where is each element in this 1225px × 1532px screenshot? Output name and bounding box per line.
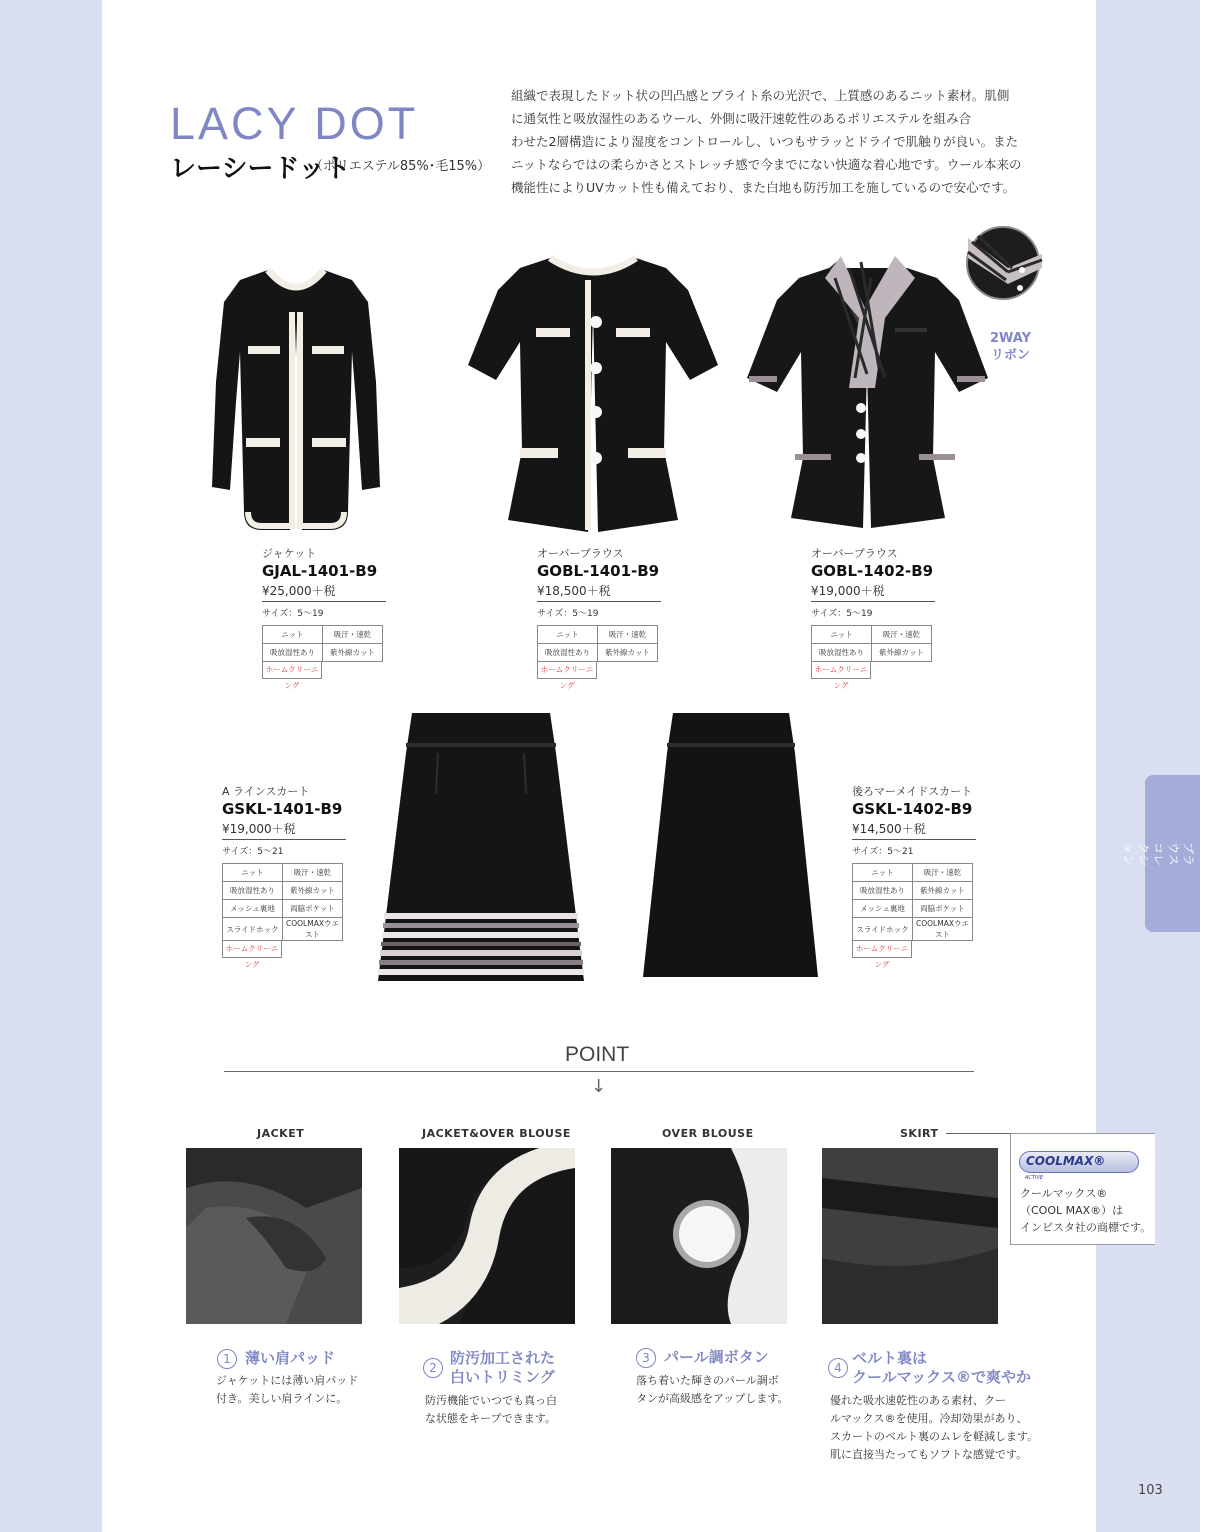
point-heading-3: パール調ボタン [664,1348,769,1366]
point-body-1: ジャケットには薄い肩パッド 付き。美しい肩ラインに。 [216,1374,359,1405]
feature-table [852,863,973,941]
coolmax-logo-sub: ACTIVE [1025,1175,1044,1181]
product-gskl-1402 [852,783,976,971]
point-label-jacket-blouse: JACKET&OVER BLOUSE [422,1127,571,1140]
feature-cell: ニット [263,626,323,644]
feature-cell: 吸放湿性あり [538,644,598,662]
product-size: サイズ：5～21 [852,847,914,857]
product-category: オーバーブラウス [811,547,898,560]
skirt-label-line [946,1133,1010,1134]
feature-cell: 吸放湿性あり [812,644,872,662]
left-margin-strip [0,0,102,1532]
product-category: 後ろマーメイドスカート [852,785,973,798]
feature-cell: ニット [812,626,872,644]
product-size: サイズ：5～21 [222,847,284,857]
coolmax-logo [1019,1151,1139,1173]
coolmax-logo-text: COOLMAX® [1026,1154,1106,1168]
feature-cell: メッシュ裏地 [853,900,913,918]
feature-cell: 吸汗・速乾 [598,626,658,644]
feature-cell: 吸放湿性あり [853,882,913,900]
point-body-3: 落ち着いた輝きのパール調ボ タンが高級感をアップします。 [636,1374,789,1405]
feature-cell: 紫外線カット [283,882,343,900]
overblouse-1402-image [745,248,990,533]
ribbon-detail-image [966,226,1040,300]
point-label-blouse: OVER BLOUSE [662,1127,754,1140]
care-label: ホームクリーニング [811,662,871,679]
fabric-description: 組織で表現したドット状の凹凸感とブライト糸の光沢で、上質感のあるニット素材。肌側 に通気性と吸放湿性のあるウール、外側に吸汗速乾性のあるポリエステルを組み合 わせた2層構造により湿度をコントロールし、いつもサラッとドライで肌触りが良い。また ニットならではの柔らかさとストレッチ感で今までにない快適な着心地です。ウール本来の 機能性によりUVカット性も備えており、また白地も防汚加工を施しているので安心です。 [511,88,1022,195]
feature-cell: 吸汗・速乾 [283,864,343,882]
product-code: GSKL-1402-B9 [852,800,973,818]
care-label: ホームクリーニング [262,662,322,679]
feature-cell: 紫外線カット [598,644,658,662]
point-divider [224,1071,974,1072]
product-category: ジャケット [262,547,317,560]
feature-cell: 吸放湿性あり [223,882,283,900]
section-tab-label: オーバーブラウス コレクション [1121,841,1225,866]
product-code: GOBL-1401-B9 [537,562,660,580]
product-gjal-1401 [262,545,386,692]
product-size: サイズ：5～19 [537,609,599,619]
feature-cell: 吸汗・速乾 [913,864,973,882]
product-price: ¥14,500＋税 [852,820,976,840]
pearl-button-detail-image [611,1148,787,1324]
product-gobl-1401 [537,545,661,692]
point-body-2: 防汚機能でいつでも真っ白 な状態をキープできます。 [425,1394,557,1425]
material-composition: （ポリエステル85%･毛15%） [310,159,491,174]
feature-cell: ニット [223,864,283,882]
feature-cell: 吸汗・速乾 [323,626,383,644]
point-heading-2: 防汚加工された 白いトリミング [450,1349,556,1386]
care-label: ホームクリーニング [537,662,597,679]
feature-table [811,625,932,662]
product-gskl-1401 [222,783,346,971]
point-heading-1: 薄い肩パッド [245,1349,336,1367]
feature-cell: ニット [538,626,598,644]
feature-table [262,625,383,662]
product-code: GSKL-1401-B9 [222,800,343,818]
care-label: ホームクリーニング [852,941,912,958]
product-price: ¥18,500＋税 [537,582,661,602]
care-label: ホームクリーニング [222,941,282,958]
point-body-4: 優れた吸水速乾性のある素材、クー ルマックス®を使用。冷却効果があり、 スカートのベルト裏のムレを軽減します。 肌に直接当たってもソフトな感覚です。 [830,1394,1039,1461]
shoulder-pad-detail-image [186,1148,362,1324]
point-number-3: 3 [636,1348,656,1368]
skirt-belt-detail-image [822,1148,998,1324]
coolmax-info-box [1010,1133,1155,1245]
point-label-skirt: SKIRT [900,1127,939,1140]
product-size: サイズ：5～19 [811,609,873,619]
section-tab[interactable] [1121,775,1225,932]
white-trim-detail-image [399,1148,575,1324]
point-number-1: 1 [217,1349,237,1369]
point-number-2: 2 [423,1358,443,1378]
feature-cell: スライドホック [853,918,913,941]
jacket-image [210,262,382,538]
feature-cell: メッシュ裏地 [223,900,283,918]
product-code: GOBL-1402-B9 [811,562,934,580]
product-price: ¥19,000＋税 [811,582,935,602]
product-price: ¥19,000＋税 [222,820,346,840]
overblouse-1401-image [468,250,718,540]
page-subtitle: レーシードット [170,154,351,184]
feature-cell: 紫外線カット [913,882,973,900]
point-heading: POINT [565,1043,630,1066]
feature-cell: スライドホック [223,918,283,941]
feature-cell: COOLMAXウエスト [283,918,343,941]
product-category: A ラインスカート [222,785,310,798]
feature-cell: 吸汗・速乾 [872,626,932,644]
feature-cell: 紫外線カット [323,644,383,662]
product-price: ¥25,000＋税 [262,582,386,602]
feature-table [222,863,343,941]
feature-cell: 両脇ポケット [913,900,973,918]
page-number: 103 [1138,1483,1163,1498]
point-number-4: 4 [828,1358,848,1378]
page-title: LACY DOT [170,98,419,149]
coolmax-trademark-note: クールマックス® （COOL MAX®）は インビスタ社の商標です。 [1020,1187,1152,1234]
feature-cell: COOLMAXウエスト [913,918,973,941]
point-heading-4: ベルト裏は クールマックス®で爽やか [852,1349,1031,1386]
mermaid-skirt-image [643,713,818,978]
feature-table [537,625,658,662]
product-category: オーバーブラウス [537,547,624,560]
product-gobl-1402 [811,545,935,692]
down-arrow-icon: ↓ [591,1076,607,1097]
feature-cell: 吸放湿性あり [263,644,323,662]
product-size: サイズ：5～19 [262,609,324,619]
feature-cell: ニット [853,864,913,882]
right-margin-strip [1096,0,1200,1532]
a-line-skirt-image [378,713,584,983]
ribbon-note: 2WAY リボン [990,331,1032,363]
product-code: GJAL-1401-B9 [262,562,378,580]
feature-cell: 両脇ポケット [283,900,343,918]
point-label-jacket: JACKET [257,1127,305,1140]
feature-cell: 紫外線カット [872,644,932,662]
